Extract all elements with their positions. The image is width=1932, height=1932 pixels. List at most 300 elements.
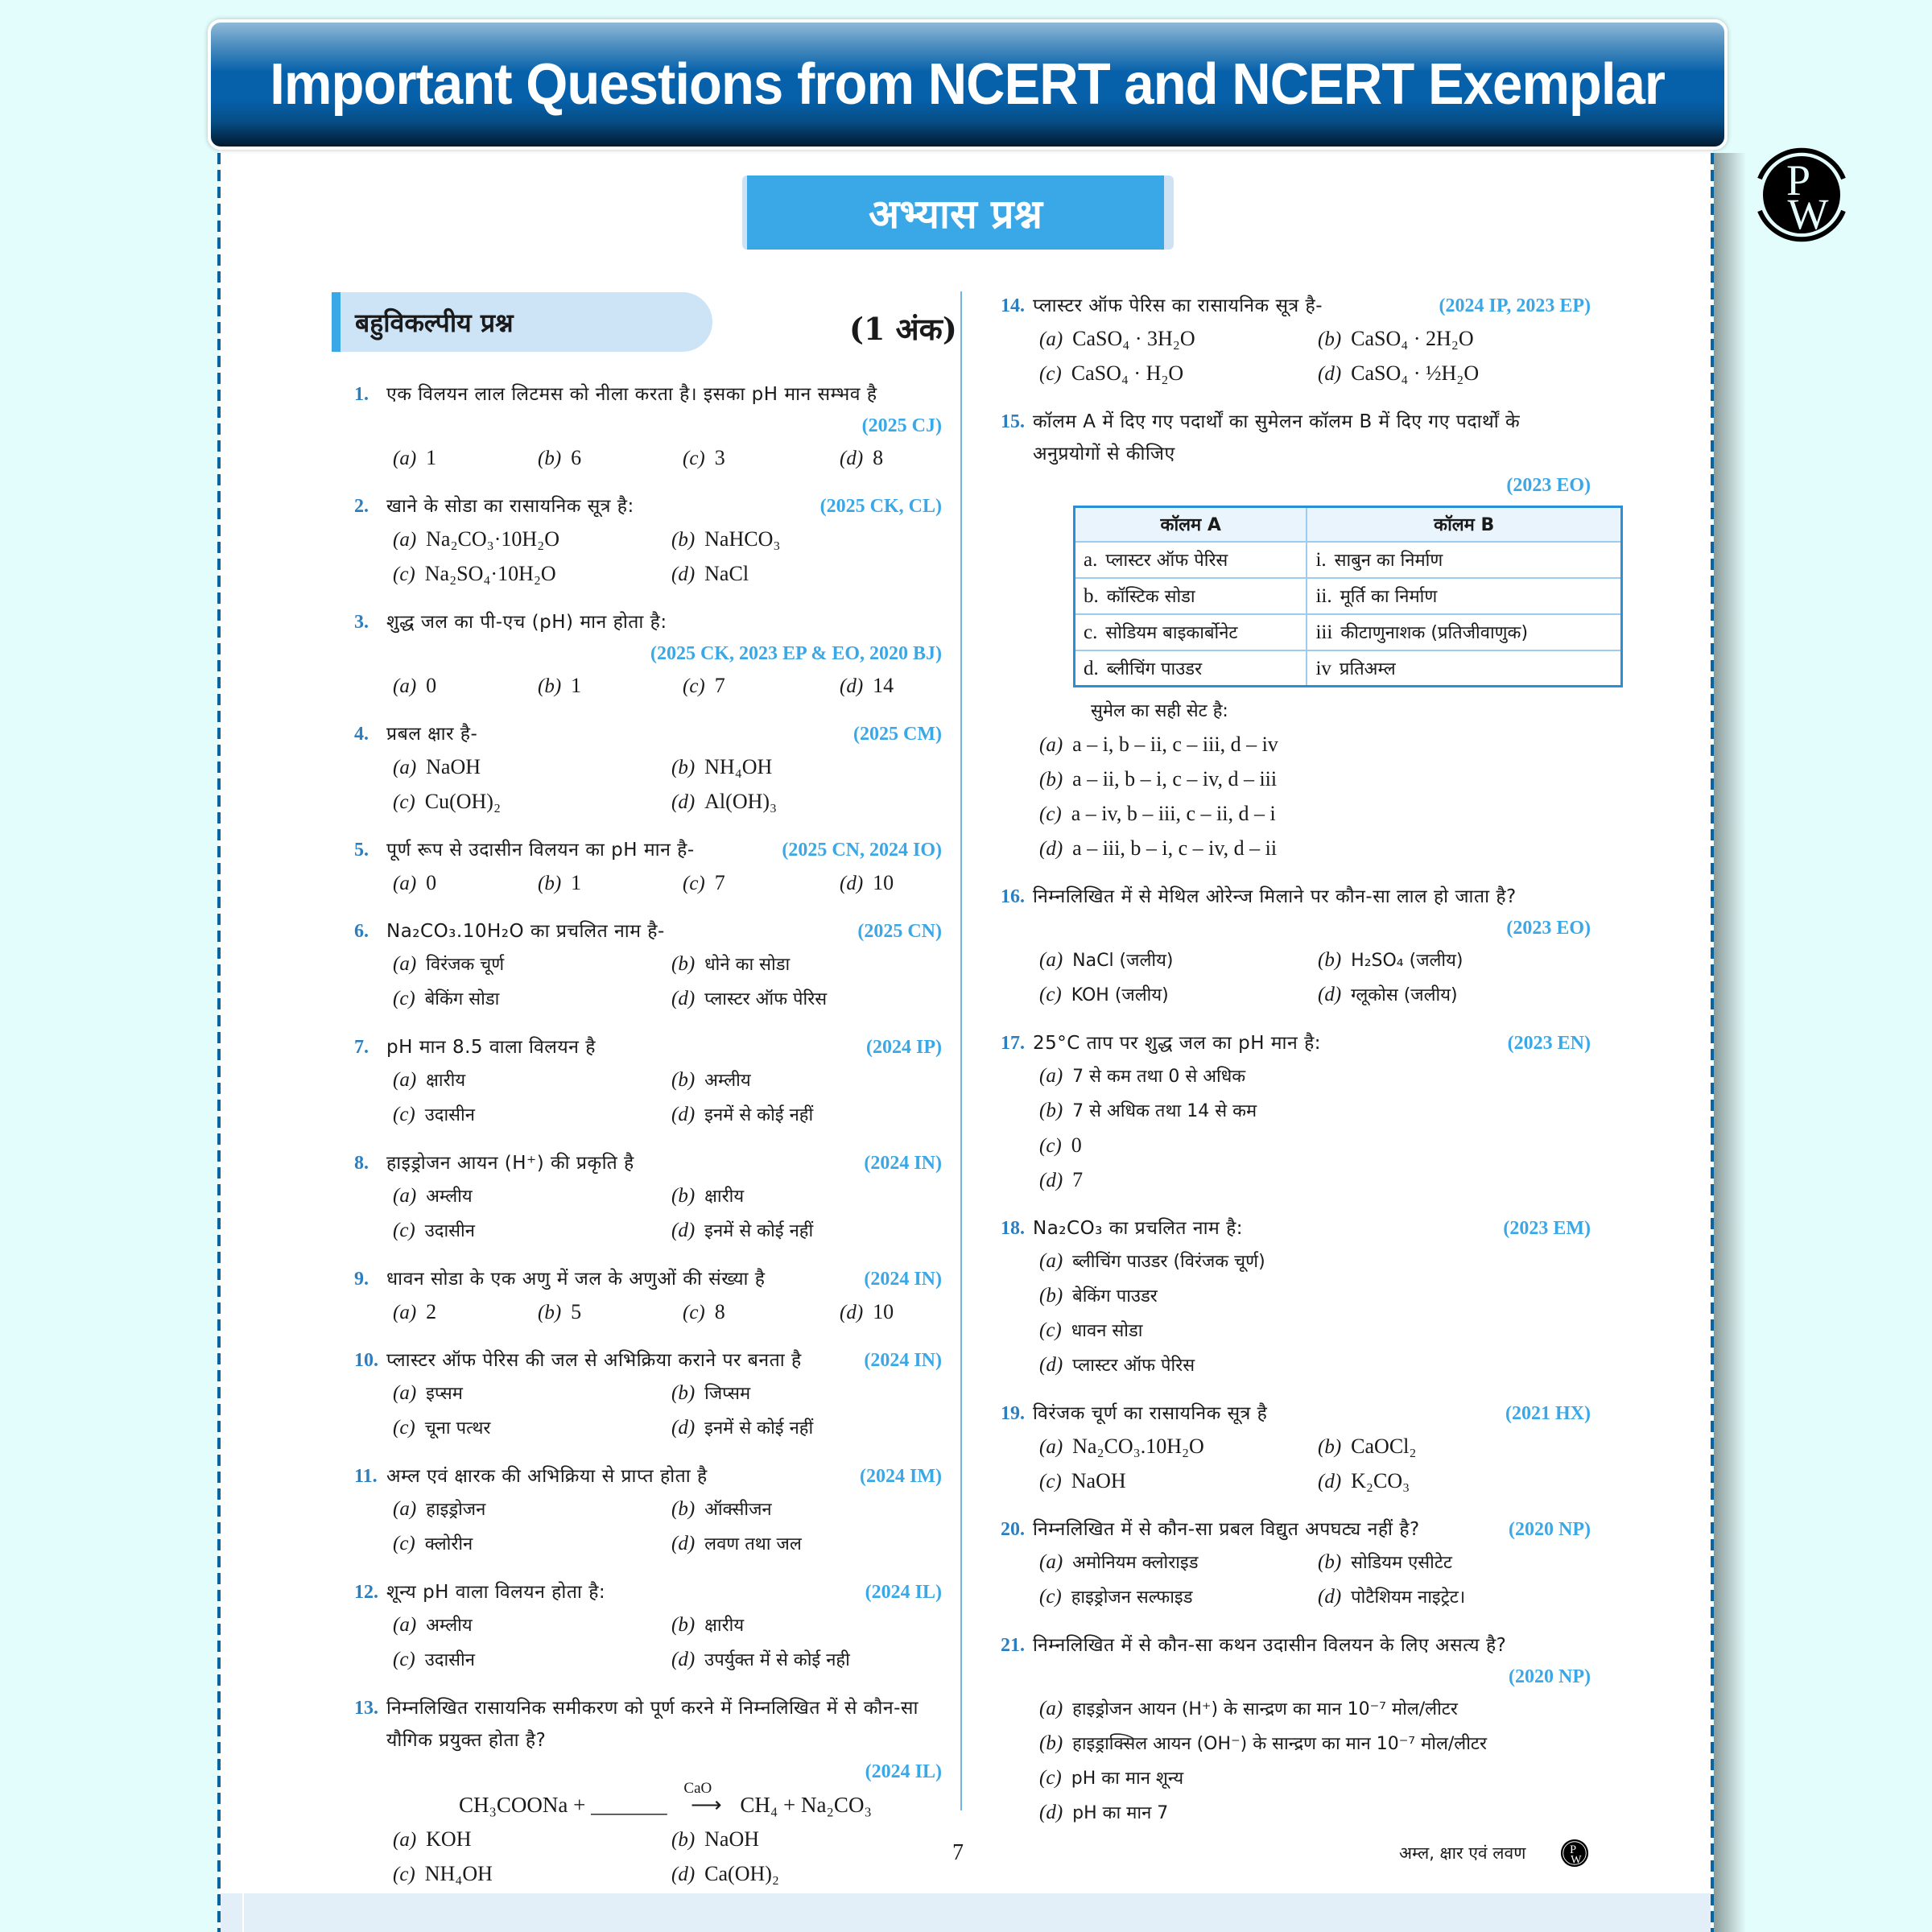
option-b[interactable] [671, 1063, 961, 1098]
option-value: 14 [873, 674, 894, 697]
question-text: पूर्ण रूप से उदासीन विलयन का pH मान है- [386, 840, 695, 861]
option-value: पोटैशियम नाइट्रेट। [1351, 1587, 1466, 1608]
option-a[interactable] [393, 522, 663, 557]
option-value: pH का मान 7 [1072, 1803, 1169, 1823]
option-c[interactable] [1039, 1761, 1591, 1796]
option-label: (d) [840, 873, 864, 894]
options-list [1033, 1059, 1591, 1198]
option-value: 8 [873, 446, 884, 469]
question-number: 6. [354, 921, 369, 942]
table-cell: i. साबुन का निर्माण [1307, 542, 1621, 578]
option-label: (d) [671, 1864, 696, 1885]
option-value: Al(OH)₃ [704, 790, 778, 813]
option-d[interactable] [1039, 1348, 1591, 1383]
option-value: NaOH [704, 1827, 760, 1851]
option-label: (c) [1039, 803, 1062, 825]
question-text: शुद्ध जल का पी-एच (pH) मान होता है: [386, 612, 667, 633]
option-value: इनमें से कोई नहीं [704, 1105, 814, 1125]
question-text: अम्ल एवं क्षारक की अभिक्रिया से प्राप्त होता है [386, 1466, 708, 1487]
option-label: (d) [671, 1649, 696, 1670]
option-b[interactable] [671, 1377, 961, 1411]
option-label: (b) [1039, 1285, 1063, 1307]
question-6 [354, 915, 942, 1017]
option-value: धावन सोडा [1071, 1321, 1143, 1341]
option-value: NaCl (जलीय) [1072, 951, 1174, 971]
option-label: (d) [840, 675, 864, 697]
options-list [386, 1063, 942, 1133]
table-cell: iv प्रतिअम्ल [1307, 650, 1621, 687]
option-b[interactable] [1039, 1727, 1591, 1761]
right-column [1001, 290, 1591, 1845]
option-label: (b) [671, 529, 696, 551]
options-list [386, 1823, 942, 1892]
option-label: (d) [671, 1417, 696, 1439]
option-d[interactable] [671, 1643, 961, 1678]
option-label: (d) [671, 1533, 696, 1554]
option-label: (a) [393, 1069, 417, 1091]
option-label: (c) [393, 1533, 415, 1554]
option-label: (a) [1039, 1551, 1063, 1573]
question-number: 3. [354, 612, 369, 633]
option-value: अम्लीय [426, 1616, 473, 1636]
option-value: हाइड्रोजन सल्फाइड [1071, 1587, 1193, 1608]
option-b[interactable] [671, 947, 961, 982]
option-label: (c) [1039, 363, 1062, 385]
question-text: प्रबल क्षार है- [386, 724, 478, 745]
options-list [386, 522, 942, 592]
option-d[interactable] [1039, 832, 1591, 866]
option-b[interactable] [538, 441, 675, 476]
option-d[interactable] [1318, 1580, 1608, 1615]
options-list [386, 1492, 942, 1562]
question-text: 25°C ताप पर शुद्ध जल का pH मान है: [1033, 1033, 1322, 1054]
option-b[interactable] [538, 1295, 675, 1330]
table-row [1075, 578, 1622, 614]
option-c[interactable] [1039, 797, 1591, 832]
option-label: (d) [671, 1104, 696, 1125]
option-value: 7 से कम तथा 0 से अधिक [1072, 1067, 1246, 1087]
option-label: (d) [671, 1220, 696, 1241]
option-value: 0 [426, 674, 437, 697]
option-label: (c) [1039, 1471, 1062, 1492]
options-list [1033, 1430, 1591, 1499]
pw-logo-icon [1745, 138, 1858, 251]
option-b[interactable] [671, 522, 961, 557]
marks-label: (1 अंक) [849, 311, 957, 347]
exam-tag: (2020 NP) [1509, 1666, 1591, 1687]
option-value: अम्लीय [426, 1187, 473, 1207]
option-value: लवण तथा जल [704, 1534, 802, 1554]
option-label: (b) [538, 873, 562, 894]
question-18 [1001, 1212, 1591, 1383]
option-b[interactable] [1318, 322, 1608, 357]
svg-text:W: W [1787, 190, 1829, 238]
option-value: 6 [571, 446, 582, 469]
mcq-section-header: बहुविकल्पीय प्रश्न [332, 292, 712, 352]
option-value: a – iv, b – iii, c – ii, d – i [1071, 802, 1276, 825]
options-list [1033, 1245, 1591, 1383]
option-a[interactable] [393, 1608, 663, 1643]
option-value: हाइड्रोजन [426, 1500, 486, 1520]
option-c[interactable] [683, 866, 832, 901]
option-label: (d) [1039, 1802, 1063, 1823]
option-label: (c) [683, 675, 705, 697]
question-19 [1001, 1397, 1591, 1499]
exam-tag: (2023 EN) [1507, 1033, 1591, 1054]
svg-text:W: W [1571, 1853, 1582, 1867]
option-d[interactable] [1039, 1163, 1591, 1198]
option-label: (a) [393, 1614, 417, 1636]
option-a[interactable] [393, 947, 663, 982]
option-label: (a) [1039, 328, 1063, 350]
option-label: (a) [1039, 1698, 1063, 1719]
option-c[interactable] [393, 1527, 663, 1562]
option-value: 10 [873, 1300, 894, 1323]
question-number: 17. [1001, 1033, 1025, 1054]
option-b[interactable] [538, 669, 675, 704]
option-d[interactable] [671, 1411, 961, 1446]
option-value: H₂SO₄ (जलीय) [1351, 951, 1463, 971]
exam-tag: (2023 EO) [1506, 918, 1591, 939]
option-label: (d) [1318, 1586, 1342, 1608]
option-label: (b) [671, 1614, 696, 1636]
option-a[interactable] [393, 1823, 663, 1857]
dashed-border-left [217, 153, 221, 1932]
exam-tag: (2020 NP) [1509, 1519, 1591, 1540]
question-9 [354, 1263, 942, 1330]
banner-title: Important Questions from NCERT and NCERT Exemplar [270, 52, 1666, 117]
option-value: हाइड्रोजन आयन (H⁺) के सान्द्रण का मान 10⁻⁷ मोल/लीटर [1072, 1699, 1458, 1719]
option-a[interactable] [393, 669, 530, 704]
option-label: (a) [1039, 949, 1063, 971]
question-17 [1001, 1027, 1591, 1198]
question-2 [354, 490, 942, 592]
option-d[interactable] [1039, 1796, 1591, 1831]
option-label: (d) [840, 1302, 864, 1323]
option-label: (a) [1039, 1250, 1063, 1272]
option-value: उदासीन [424, 1221, 475, 1241]
table-header: कॉलम A [1075, 507, 1307, 542]
options-list [386, 1295, 942, 1330]
option-value: CaSO₄ · ½H₂O [1351, 361, 1480, 385]
exam-tag: (2023 EM) [1503, 1218, 1591, 1239]
chemical-equation: CH₃COONa + _______ CaO ⟶ CH₄ + Na₂CO₃ [386, 1787, 942, 1823]
option-value: a – ii, b – i, c – iv, d – iii [1072, 767, 1278, 791]
option-label: (a) [393, 757, 417, 778]
option-value: Na₂SO₄·10H₂O [424, 562, 556, 585]
option-value: 0 [1071, 1133, 1082, 1157]
option-d[interactable] [840, 669, 985, 704]
option-value: सोडियम एसीटेट [1351, 1553, 1453, 1573]
option-value: प्लास्टर ऑफ पेरिस [1072, 1356, 1195, 1376]
table-cell: d. ब्लीचिंग पाउडर [1075, 650, 1307, 687]
question-4 [354, 718, 942, 819]
option-label: (b) [671, 1069, 696, 1091]
question-number: 16. [1001, 886, 1025, 907]
exam-tag: (2025 CJ) [861, 415, 942, 436]
option-a[interactable] [1039, 1430, 1310, 1464]
option-value: CaSO₄ · H₂O [1071, 361, 1184, 385]
options-list [386, 1608, 942, 1678]
option-value: CaSO₄ · 3H₂O [1072, 327, 1195, 350]
option-value: Na₂CO₃·10H₂O [426, 527, 559, 551]
option-value: उदासीन [424, 1650, 475, 1670]
option-label: (b) [1039, 1732, 1063, 1754]
option-b[interactable] [671, 1492, 961, 1527]
table-cell: iii कीटाणुनाशक (प्रतिजीवाणुक) [1307, 614, 1621, 650]
question-text: निम्नलिखित रासायनिक समीकरण को पूर्ण करने में निम्नलिखित में से कौन-सा यौगिक प्रयुक्त होता है? [386, 1698, 919, 1751]
option-label: (d) [1318, 984, 1342, 1005]
option-c[interactable] [393, 1214, 663, 1249]
option-c[interactable] [393, 1098, 663, 1133]
question-7 [354, 1031, 942, 1133]
question-11 [354, 1460, 942, 1562]
option-value: 8 [714, 1300, 725, 1323]
options-list [386, 441, 942, 476]
question-15 [1001, 406, 1591, 866]
option-c[interactable] [393, 1643, 663, 1678]
option-b[interactable] [1318, 1546, 1608, 1580]
option-d[interactable] [840, 866, 985, 901]
option-value: उपर्युक्त में से कोई नही [704, 1650, 850, 1670]
table-cell: b. कॉस्टिक सोडा [1075, 578, 1307, 614]
option-c[interactable] [683, 669, 832, 704]
question-number: 2. [354, 496, 369, 517]
options-list [386, 669, 942, 704]
svg-text:P: P [1785, 156, 1811, 204]
option-label: (c) [683, 448, 705, 469]
option-value: क्षारीय [426, 1071, 466, 1091]
exam-tag: (2024 IN) [864, 1350, 942, 1371]
option-d[interactable] [1318, 1464, 1608, 1499]
table-row [1075, 614, 1622, 650]
option-b[interactable] [1039, 762, 1591, 797]
option-value: चूना पत्थर [424, 1418, 491, 1439]
option-d[interactable] [1318, 978, 1608, 1013]
option-a[interactable] [393, 1295, 530, 1330]
question-5 [354, 834, 942, 901]
option-value: NH₄OH [424, 1862, 493, 1885]
option-value: उदासीन [424, 1105, 475, 1125]
option-label: (d) [1318, 363, 1342, 385]
option-c[interactable] [393, 1857, 663, 1892]
header-banner [208, 19, 1728, 150]
option-label: (b) [1318, 949, 1342, 971]
option-a[interactable] [393, 1492, 663, 1527]
option-value: KOH [426, 1827, 472, 1851]
option-value: क्षारीय [704, 1616, 745, 1636]
page-number: 7 [952, 1840, 964, 1865]
option-value: 7 [1072, 1168, 1084, 1191]
svg-text:P: P [1570, 1843, 1577, 1856]
option-a[interactable] [393, 1377, 663, 1411]
table-cell: a. प्लास्टर ऑफ पेरिस [1075, 542, 1307, 578]
option-label: (a) [393, 529, 417, 551]
exam-tag: (2024 IN) [864, 1269, 942, 1290]
option-c[interactable] [1039, 1464, 1310, 1499]
exam-tag: (2025 CN, 2024 IO) [782, 840, 942, 861]
option-a[interactable] [393, 1063, 663, 1098]
options-list [1033, 322, 1591, 391]
option-value: 7 [714, 674, 725, 697]
option-a[interactable] [393, 750, 663, 785]
option-b[interactable] [1318, 943, 1608, 978]
option-c[interactable] [393, 982, 663, 1017]
option-d[interactable] [671, 1214, 961, 1249]
options-list [386, 1377, 942, 1446]
option-label: (d) [1318, 1471, 1342, 1492]
option-value: Cu(OH)₂ [424, 790, 502, 813]
section-title: अभ्यास प्रश्न [742, 175, 1174, 250]
option-value: बेकिंग पाउडर [1072, 1286, 1158, 1307]
option-label: (b) [671, 1382, 696, 1404]
option-value: NaCl [704, 562, 749, 585]
option-d[interactable] [1318, 357, 1608, 391]
question-3 [354, 606, 942, 704]
option-value: CaSO₄ · 2H₂O [1351, 327, 1474, 350]
match-table [1073, 506, 1623, 687]
question-text: Na₂CO₃.10H₂O का प्रचलित नाम है- [386, 921, 665, 942]
option-label: (b) [1039, 769, 1063, 791]
option-b[interactable] [1039, 1094, 1591, 1129]
question-number: 13. [354, 1698, 378, 1719]
option-d[interactable] [671, 1098, 961, 1133]
option-value: NaOH [1071, 1469, 1126, 1492]
option-value: विरंजक चूर्ण [426, 955, 505, 975]
option-a[interactable] [1039, 1059, 1591, 1094]
option-value: जिप्सम [704, 1384, 751, 1404]
exam-tag: (2025 CK, 2023 EP & EO, 2020 BJ) [650, 643, 942, 664]
option-c[interactable] [1039, 978, 1310, 1013]
question-16 [1001, 881, 1591, 1013]
option-label: (b) [538, 675, 562, 697]
option-label: (b) [671, 757, 696, 778]
question-text: खाने के सोडा का रासायनिक सूत्र है: [386, 496, 634, 517]
exam-tag: (2025 CK, CL) [819, 496, 942, 517]
question-text: निम्नलिखित में से कौन-सा प्रबल विद्युत अपघट्य नहीं है? [1033, 1519, 1420, 1540]
option-label: (c) [1039, 1135, 1062, 1157]
exam-tag: (2024 IL) [865, 1582, 942, 1603]
option-label: (c) [1039, 984, 1062, 1005]
option-label: (b) [671, 1829, 696, 1851]
option-d[interactable] [671, 1527, 961, 1562]
option-value: Ca(OH)₂ [704, 1862, 779, 1885]
exam-tag: (2025 CM) [853, 724, 942, 745]
exam-tag: (2024 IP) [866, 1037, 942, 1058]
option-b[interactable] [671, 750, 961, 785]
option-d[interactable] [671, 785, 961, 819]
option-a[interactable] [1039, 728, 1591, 762]
options-list [1033, 943, 1591, 1013]
option-c[interactable] [1039, 1580, 1310, 1615]
option-label: (a) [393, 448, 417, 469]
question-text: प्लास्टर ऑफ पेरिस की जल से अभिक्रिया कराने पर बनता है [386, 1350, 802, 1371]
option-a[interactable] [1039, 1245, 1591, 1279]
option-label: (c) [393, 1417, 415, 1439]
option-c[interactable] [1039, 1314, 1591, 1348]
table-row [1075, 542, 1622, 578]
option-c[interactable] [683, 1295, 832, 1330]
option-label: (d) [1039, 1354, 1063, 1376]
question-number: 5. [354, 840, 369, 861]
question-number: 1. [354, 384, 369, 405]
option-c[interactable] [683, 441, 832, 476]
options-list [386, 1179, 942, 1249]
table-row [1075, 650, 1622, 687]
question-number: 12. [354, 1582, 378, 1603]
option-d[interactable] [840, 441, 985, 476]
option-label: (c) [393, 1649, 415, 1670]
option-c[interactable] [1039, 357, 1310, 391]
option-d[interactable] [671, 557, 961, 592]
option-b[interactable] [538, 866, 675, 901]
option-a[interactable] [1039, 1692, 1591, 1727]
option-value: a – iii, b – i, c – iv, d – ii [1072, 836, 1278, 860]
option-label: (a) [393, 675, 417, 697]
option-a[interactable] [1039, 322, 1310, 357]
option-value: 0 [426, 871, 437, 894]
option-label: (c) [683, 873, 705, 894]
option-label: (a) [393, 1498, 417, 1520]
question-text: निम्नलिखित में से मेथिल ओरेन्ज मिलाने पर कौन-सा लाल हो जाता है? [1033, 886, 1517, 907]
question-number: 11. [354, 1466, 378, 1487]
exam-tag: (2024 IL) [865, 1761, 942, 1782]
option-a[interactable] [393, 441, 530, 476]
option-c[interactable] [393, 1411, 663, 1446]
option-value: क्लोरीन [424, 1534, 473, 1554]
option-label: (b) [538, 448, 562, 469]
option-label: (c) [683, 1302, 705, 1323]
option-label: (a) [393, 953, 417, 975]
option-value: 1 [571, 674, 582, 697]
option-a[interactable] [1039, 1546, 1310, 1580]
question-text: एक विलयन लाल लिटमस को नीला करता है। इसका pH मान सम्भव है [386, 384, 877, 405]
option-label: (a) [393, 873, 417, 894]
option-label: (c) [1039, 1319, 1062, 1341]
option-value: इनमें से कोई नहीं [704, 1418, 814, 1439]
option-value: ऑक्सीजन [704, 1500, 772, 1520]
question-12 [354, 1576, 942, 1678]
option-label: (b) [1318, 1436, 1342, 1458]
option-c[interactable] [393, 785, 663, 819]
option-b[interactable] [671, 1823, 961, 1857]
option-value: इनमें से कोई नहीं [704, 1221, 814, 1241]
option-a[interactable] [393, 1179, 663, 1214]
option-b[interactable] [671, 1608, 961, 1643]
option-label: (a) [393, 1382, 417, 1404]
question-21 [1001, 1629, 1591, 1831]
option-d[interactable] [671, 1857, 961, 1892]
question-number: 15. [1001, 411, 1025, 432]
option-b[interactable] [671, 1179, 961, 1214]
option-a[interactable] [393, 866, 530, 901]
option-d[interactable] [840, 1295, 985, 1330]
exam-tag: (2025 CN) [857, 921, 942, 942]
option-c[interactable] [1039, 1129, 1591, 1163]
question-text: धावन सोडा के एक अणु में जल के अणुओं की संख्या है [386, 1269, 766, 1290]
chapter-name: अम्ल, क्षार एवं लवण [1399, 1843, 1526, 1863]
option-d[interactable] [671, 982, 961, 1017]
option-label: (b) [671, 953, 696, 975]
option-value: ग्लूकोस (जलीय) [1351, 985, 1458, 1005]
option-value: धोने का सोडा [704, 955, 791, 975]
option-b[interactable] [1318, 1430, 1608, 1464]
option-label: (a) [393, 1185, 417, 1207]
option-c[interactable] [393, 557, 663, 592]
option-a[interactable] [1039, 943, 1310, 978]
option-label: (c) [393, 988, 415, 1009]
option-b[interactable] [1039, 1279, 1591, 1314]
